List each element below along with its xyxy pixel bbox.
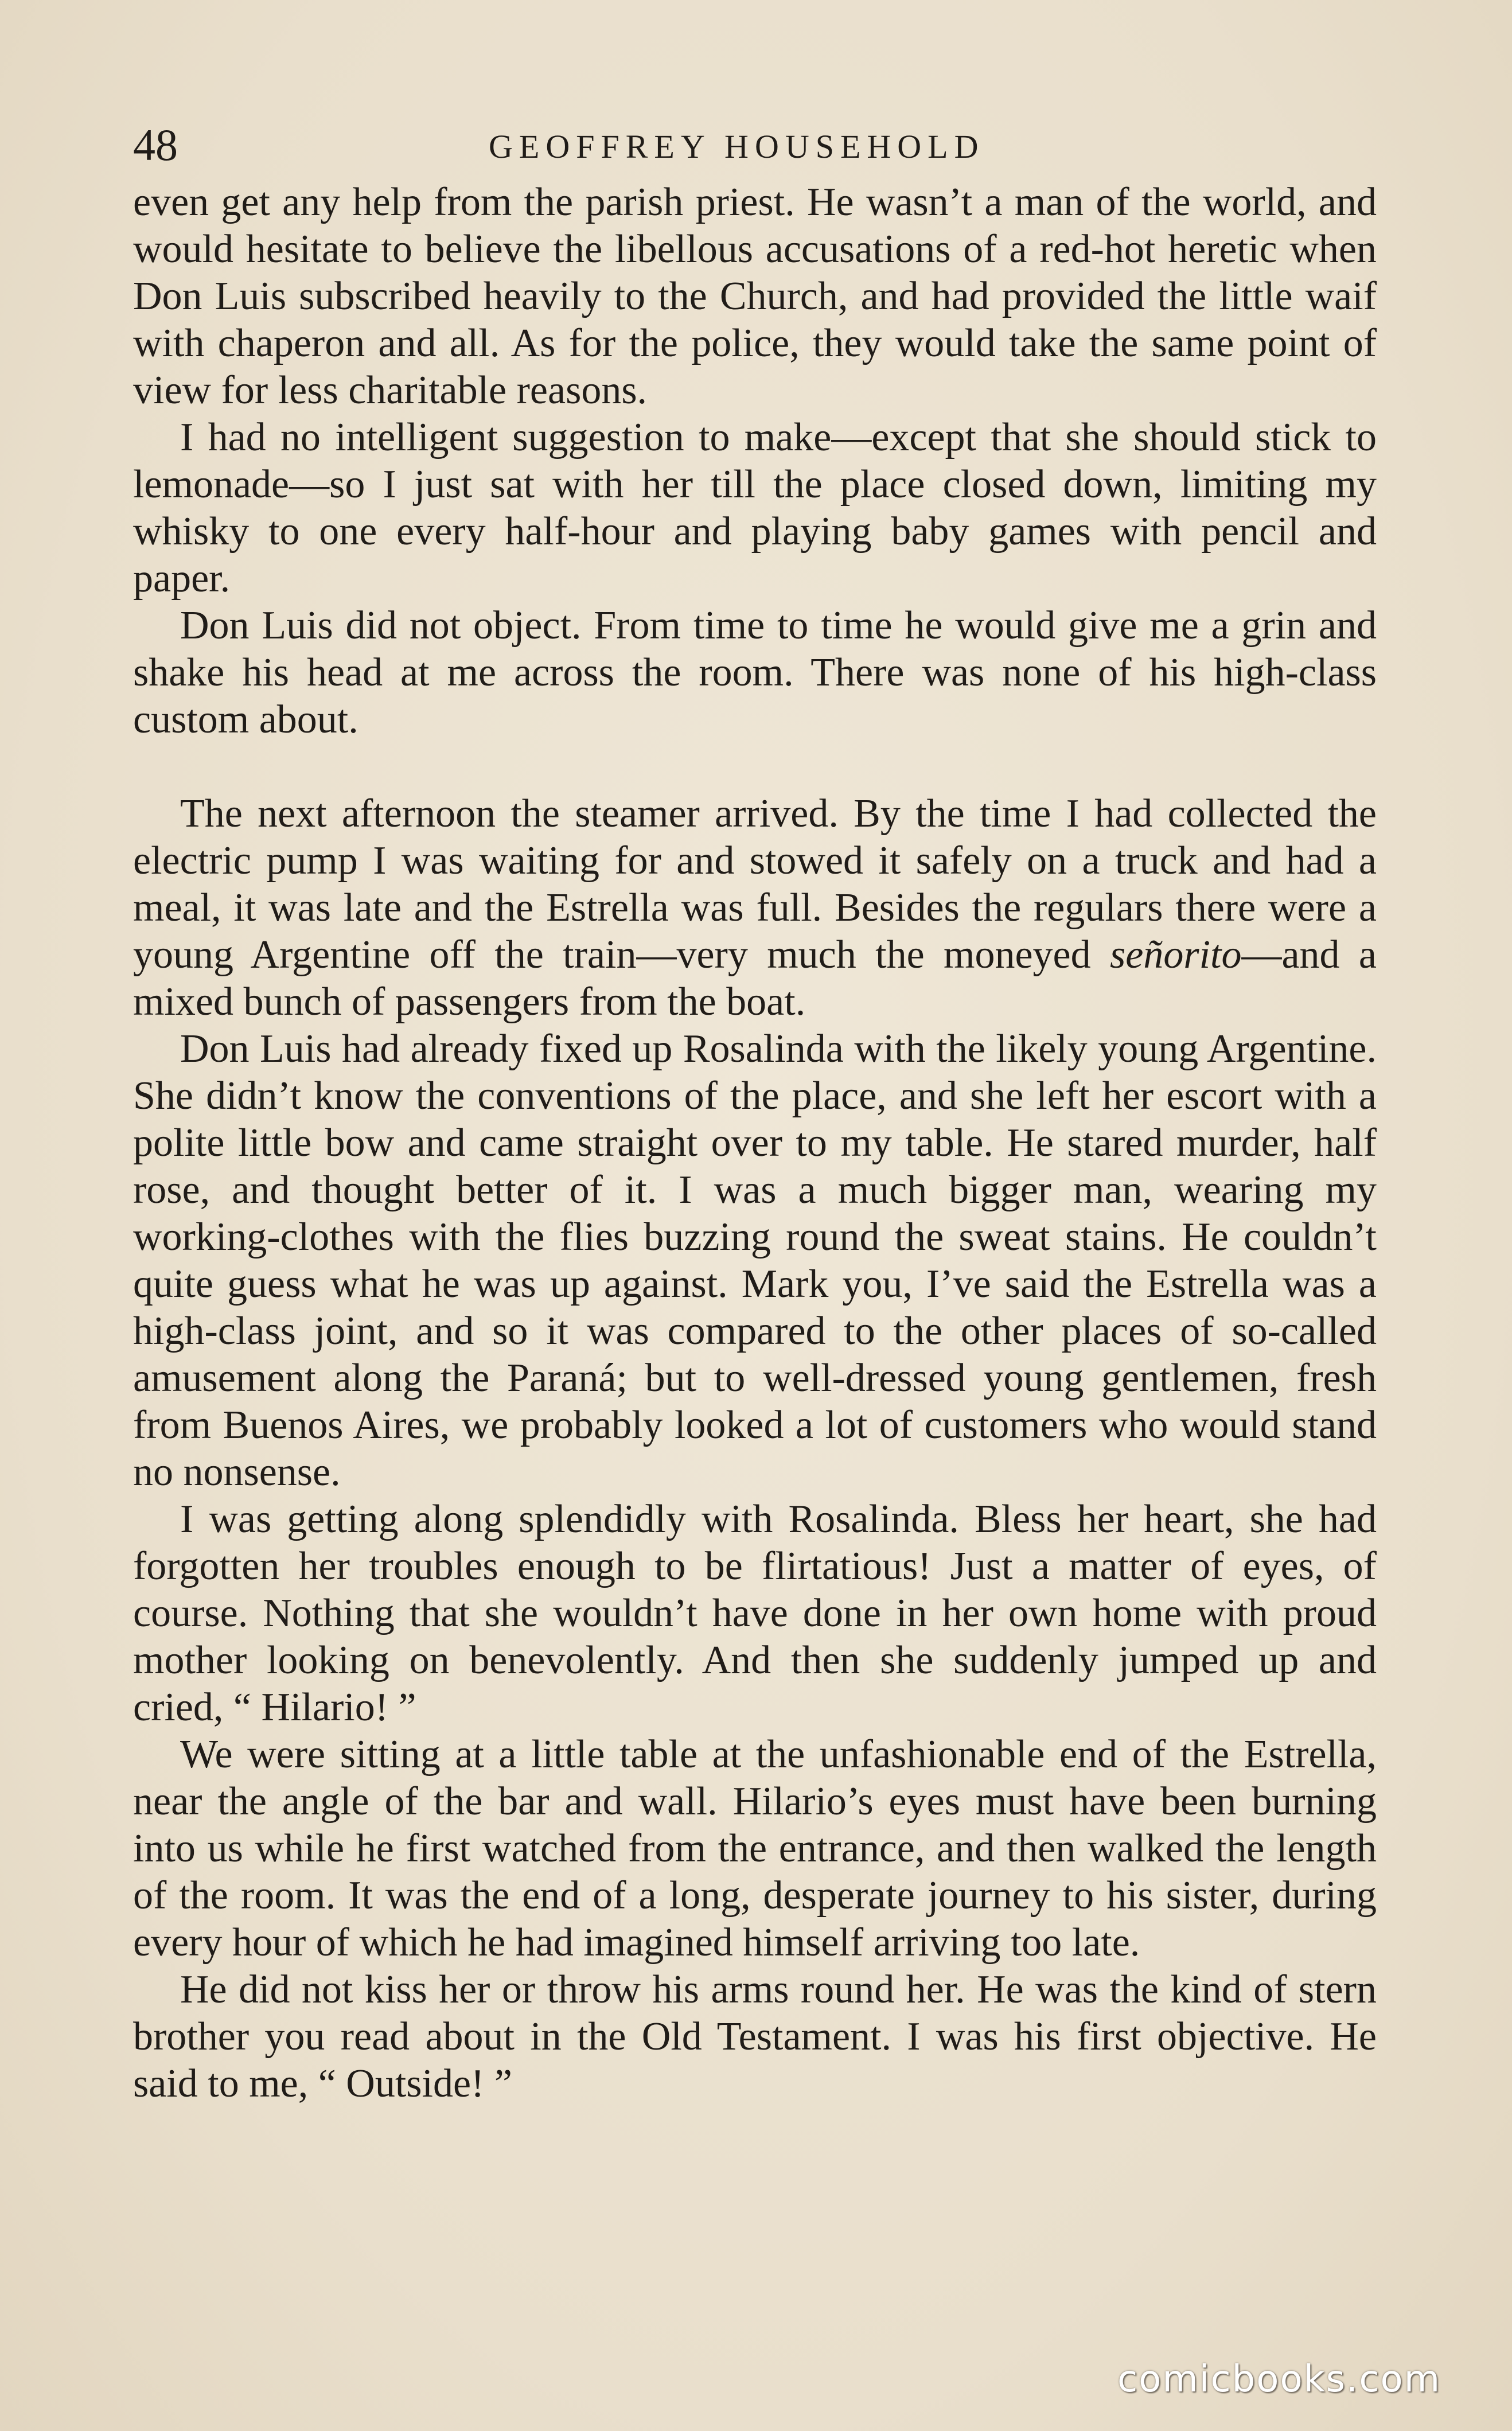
page-body xyxy=(133,179,1377,2107)
paragraph: He did not kiss her or throw his arms round her. He was the kind of stern brother you read about in the Old Testament. I was his first objective. He said to me, “ Outside! ” xyxy=(133,1968,1377,2106)
page-number: 48 xyxy=(133,120,178,170)
paragraph: I had no intelligent suggestion to make—except that she should stick to lemonade—so I just sat with her till the place closed down, limiting my whisky to one every half-hour and playing baby games with pencil and paper. xyxy=(133,415,1377,601)
paragraph-text: The next afternoon the steamer arrived. By the time I had collected the electric pump I was waiting for and stowed it safely on a truck and had a meal, it was late and the Estrella was full. Besides the regulars there were a young Argentine off the train—very much the moneyed xyxy=(133,792,1377,977)
paragraph xyxy=(133,790,1377,1026)
watermark-logo: comicbooks.com xyxy=(1117,2358,1441,2401)
paragraph: even get any help from the parish priest. He wasn’t a man of the world, and would hesitate to believe the libellous accusations of a red-hot heretic when Don Luis subscribed heavily to the Church, and had provided the little waif with chaperon and all. As for the police, they would take the same point of view for less charitable reasons. xyxy=(133,180,1377,412)
paragraph-text: —and a mixed bunch of passengers from the boat. xyxy=(133,933,1377,1024)
section-break xyxy=(133,743,1377,790)
paragraph: Don Luis did not object. From time to time he would give me a grin and shake his head at me across the room. There was none of his high-class custom about. xyxy=(133,603,1377,742)
paragraph: I was getting along splendidly with Rosalinda. Bless her heart, she had forgotten her troubles enough to be flirtatious! Just a matter of eyes, of course. Nothing that she wouldn’t have done in her own home with proud mother looking on benevolently. And then she suddenly jumped up and cried, “ Hilario! ” xyxy=(133,1497,1377,1729)
paragraph: Don Luis had already fixed up Rosalinda with the likely young Argentine. She didn’t know the conventions of the place, and she left her escort with a polite little bow and came straight over to my table. He stared murder, half rose, and thought better of it. I was a much bigger man, wearing my working-clothes with the flies buzzing round the sweat stains. He couldn’t quite guess what he was up against. Mark you, I’ve said the Estrella was a high-class joint, and so it was compared to the other places of so-called amusement along the Paraná; but to well-dressed young gentlemen, fresh from Buenos Aires, we probably looked a lot of customers who would stand no nonsense. xyxy=(133,1027,1377,1494)
page-header xyxy=(133,119,1377,171)
italic-word: señorito xyxy=(1110,933,1242,977)
paragraph: We were sitting at a little table at the unfashionable end of the Estrella, near the angle of the bar and wall. Hilario’s eyes must have been burning into us while he first watched from the entrance, and then walked the length of the room. It was the end of a long, desperate journey to his sister, during every hour of which he had imagined himself arriving too late. xyxy=(133,1732,1377,1965)
running-head: GEOFFREY HOUSEHOLD xyxy=(489,128,985,165)
